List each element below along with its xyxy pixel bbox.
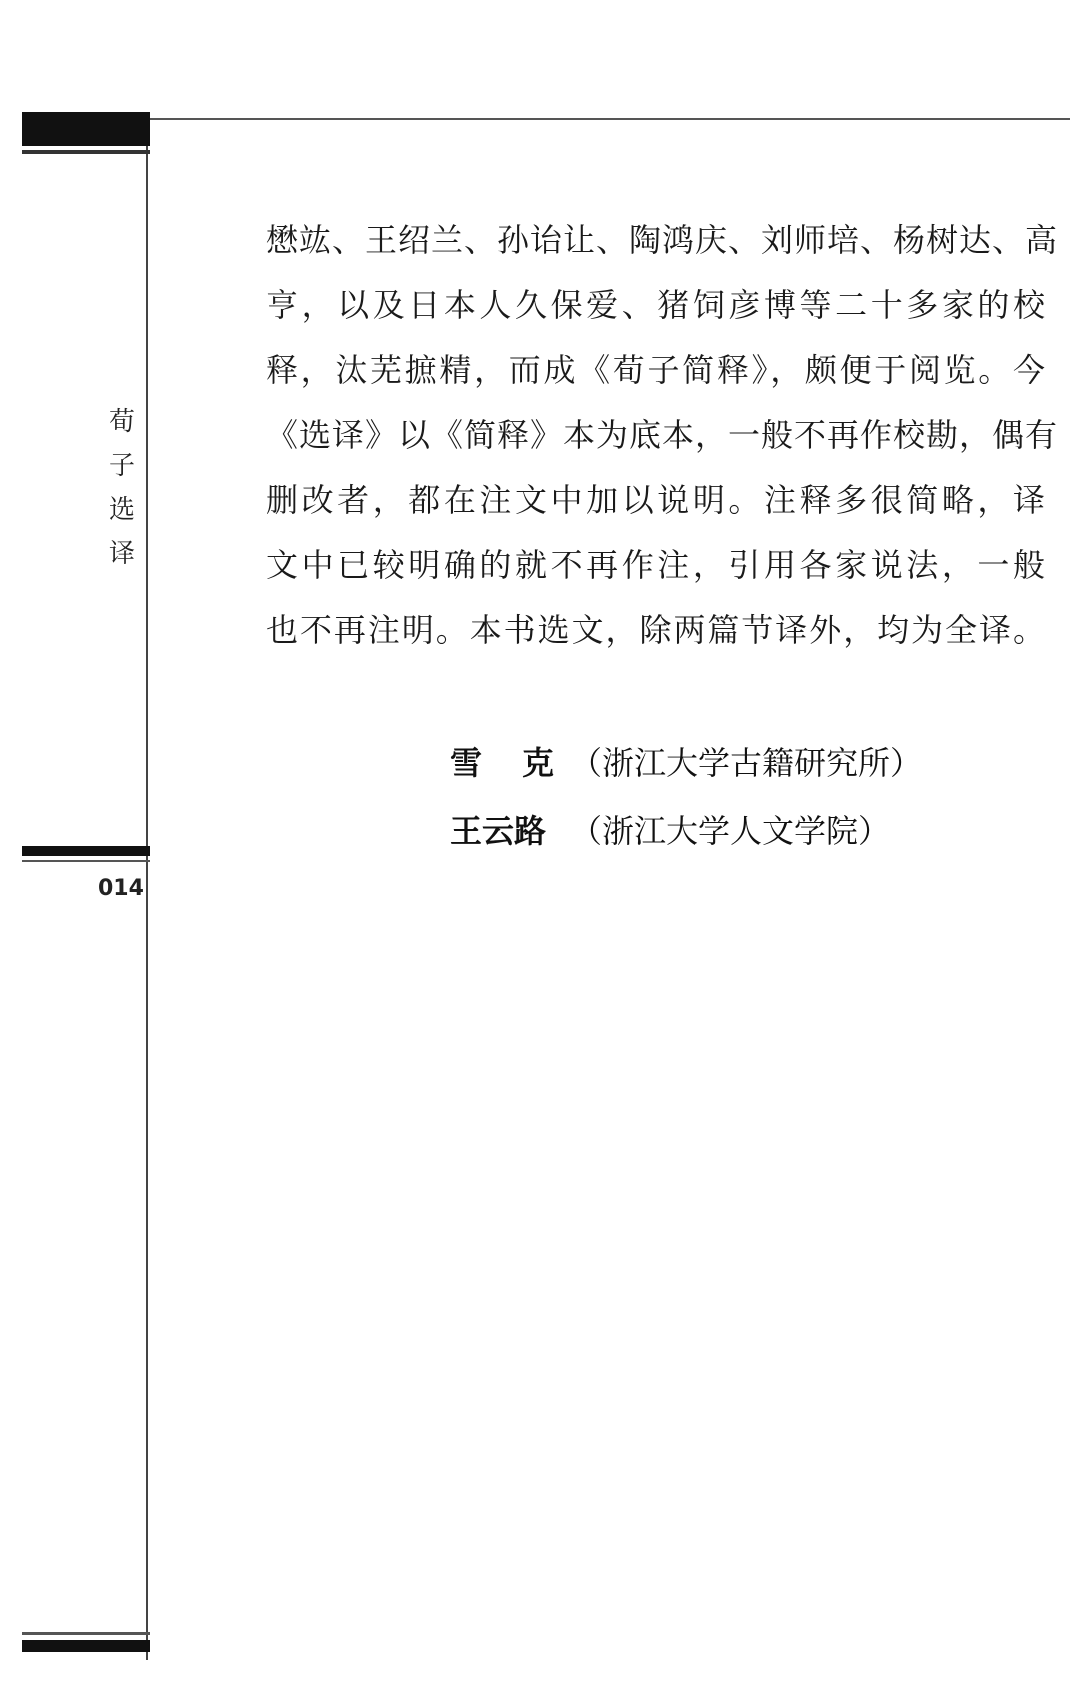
margin-tab-bottom-rule	[22, 1632, 150, 1635]
body-line: 也不再注明。本书选文，除两篇节译外，均为全译。	[266, 611, 1046, 649]
signature-name: 王云路	[450, 812, 547, 850]
body-line: 释，汰芜摭精，而成《荀子简释》，颇便于阅览。今	[266, 351, 1046, 389]
margin-tab-middle-rule	[22, 860, 150, 862]
running-title-char: 选	[108, 495, 135, 525]
running-title	[104, 400, 140, 576]
signature-name: 雪克	[450, 744, 595, 782]
signature-affiliation: （浙江大学古籍研究所）	[570, 744, 923, 782]
signature-1	[450, 738, 922, 784]
running-title-char: 子	[108, 451, 135, 481]
body-paragraph	[266, 208, 1059, 663]
margin-tab-bottom	[22, 1640, 150, 1652]
running-title-char: 译	[108, 539, 135, 569]
running-title-char: 荀	[108, 407, 135, 437]
body-line: 文中已较明确的就不再作注，引用各家说法，一般	[266, 546, 1046, 584]
margin-tab-middle	[22, 846, 150, 856]
header-rule	[150, 118, 1070, 120]
margin-tab-top	[22, 112, 150, 146]
signature-affiliation: （浙江大学人文学院）	[570, 812, 891, 850]
body-line: 《选译》以《简释》本为底本，一般不再作校勘，偶有	[266, 416, 1059, 454]
margin-tab-top-rule	[22, 150, 150, 154]
body-line: 删改者，都在注文中加以说明。注释多很简略，译	[266, 481, 1046, 519]
margin-rule	[146, 120, 148, 1660]
page-number: 014	[98, 876, 144, 901]
signature-2	[450, 806, 890, 852]
body-line: 懋竑、王绍兰、孙诒让、陶鸿庆、刘师培、杨树达、高	[266, 221, 1059, 259]
body-line: 亨，以及日本人久保爱、猪饲彦博等二十多家的校	[266, 286, 1046, 324]
